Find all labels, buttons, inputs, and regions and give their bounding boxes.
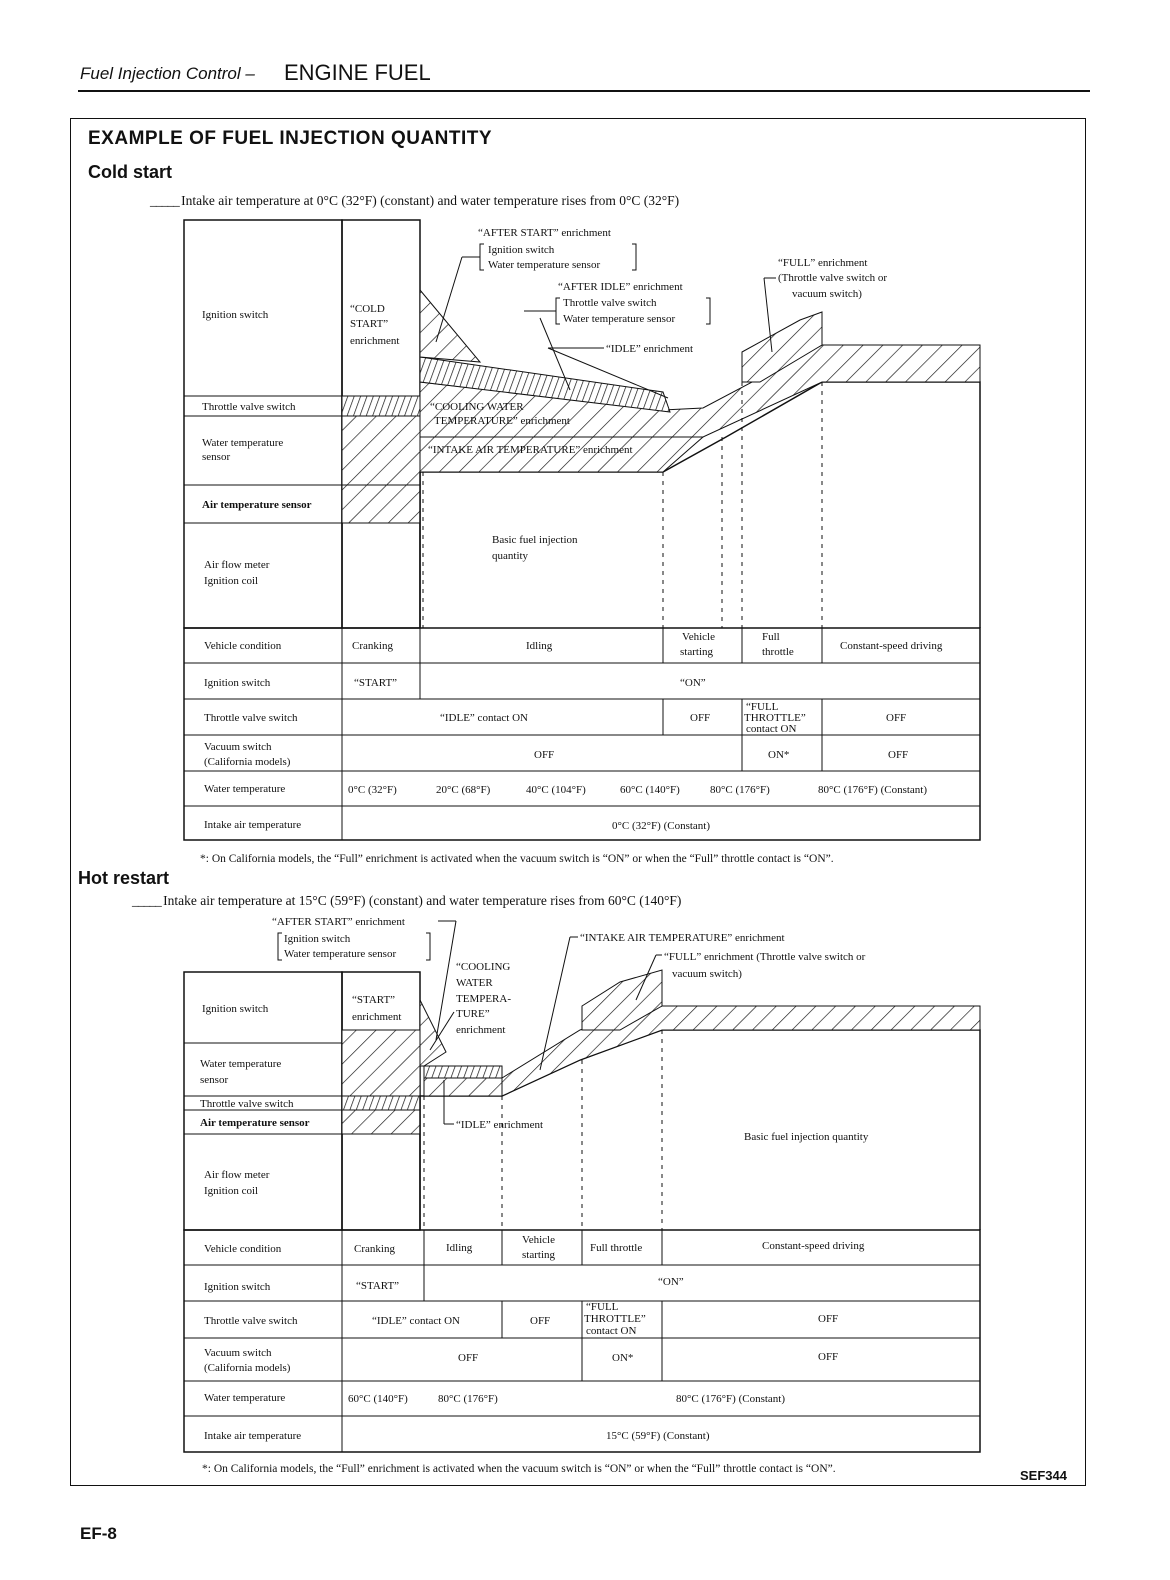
cold-start-condition: _____ Intake air temperature at 0°C (32°F) (constant) and water temperature rises from 0°C (32°F) xyxy=(150,193,679,209)
cold-afteridle-src-1: Throttle valve switch xyxy=(563,297,657,309)
hot-sensor-throttle: Throttle valve switch xyxy=(200,1098,294,1110)
cold-cooling-label-1: “COOLING WATER xyxy=(430,401,524,413)
figure-code: SEF344 xyxy=(1020,1468,1067,1483)
cold-footnote: *: On California models, the “Full” enrichment is activated when the vacuum switch is “ON” or when the “Full” throttle contact is “ON”. xyxy=(200,853,834,865)
cold-row-water: Water temperature xyxy=(204,783,286,795)
cold-water-hatch xyxy=(342,416,420,485)
hot-row-vehicle: Vehicle condition xyxy=(204,1243,282,1255)
cold-afterstart-src-1: Ignition switch xyxy=(488,244,555,256)
hot-cell-intake: 15°C (59°F) (Constant) xyxy=(606,1430,710,1442)
cold-cell-w80c: 80°C (176°F) (Constant) xyxy=(818,784,928,796)
cold-full-src-1: (Throttle valve switch or xyxy=(778,272,888,284)
hot-row-vacuum-1: Vacuum switch xyxy=(204,1347,272,1359)
hot-sensor-water: Water temperature xyxy=(200,1058,282,1070)
cold-afterstart-label: “AFTER START” enrichment xyxy=(478,227,611,239)
hot-row-throttle: Throttle valve switch xyxy=(204,1315,298,1327)
hot-cell-vac-off: OFF xyxy=(458,1352,479,1364)
hot-cooling-3: TEMPERA- xyxy=(456,993,511,1005)
cold-cell-vehicle: Vehicle xyxy=(682,631,715,643)
hot-throttle-hatch xyxy=(342,1096,420,1110)
cold-cell-tv-off-2: OFF xyxy=(886,712,907,724)
header-chapter: ENGINE FUEL xyxy=(284,60,431,85)
cold-cell-constant: Constant-speed driving xyxy=(840,640,943,652)
hot-sensor-airflow: Air flow meter xyxy=(204,1169,270,1181)
cold-afteridle-src-2: Water temperature sensor xyxy=(563,313,676,325)
cold-cell-vac-off-2: OFF xyxy=(888,749,909,761)
cold-full-src-2: vacuum switch) xyxy=(792,288,862,300)
hot-cell-full-1: “FULL xyxy=(586,1301,619,1313)
cold-row-vehicle: Vehicle condition xyxy=(204,640,282,652)
hot-idle-dense xyxy=(424,1066,502,1078)
hot-start-enr-2: enrichment xyxy=(352,1011,402,1023)
cold-cell-intake: 0°C (32°F) (Constant) xyxy=(612,820,711,832)
hot-start-enr-1: “START” xyxy=(352,994,396,1006)
cold-sensor-coil: Ignition coil xyxy=(204,575,259,587)
cold-sensor-airflow: Air flow meter xyxy=(204,559,270,571)
cold-cell-w80: 80°C (176°F) xyxy=(710,784,770,796)
cold-start-enr-2: START” xyxy=(350,318,389,330)
cold-sensor-throttle: Throttle valve switch xyxy=(202,401,296,413)
cold-afteridle-label: “AFTER IDLE” enrichment xyxy=(558,281,683,293)
cold-afterstart-wedge xyxy=(420,290,480,362)
hot-row-water: Water temperature xyxy=(204,1392,286,1404)
hot-cooling-band xyxy=(502,1006,980,1096)
cold-basic-label-1: Basic fuel injection xyxy=(492,534,578,546)
cold-sensor-water: Water temperature xyxy=(202,437,284,449)
hot-sensor-air-temp: Air temperature sensor xyxy=(200,1117,310,1129)
hot-afterstart-wedge xyxy=(420,1000,446,1066)
cold-table xyxy=(184,628,980,840)
cold-idle-label: “IDLE” enrichment xyxy=(606,343,694,355)
hot-cooling-5: enrichment xyxy=(456,1024,506,1036)
cold-cell-cranking: Cranking xyxy=(352,640,393,652)
hot-idle-label: “IDLE” enrichment xyxy=(456,1119,544,1131)
hot-cell-tv-off-2: OFF xyxy=(818,1313,839,1325)
hot-restart-condition: _____ Intake air temperature at 15°C (59°F) (constant) and water temperature rises from 60°C (140°F) xyxy=(132,893,681,909)
hot-footnote: *: On California models, the “Full” enrichment is activated when the vacuum switch is “ON” or when the “Full” throttle contact is “ON”. xyxy=(202,1463,836,1475)
hot-cell-w80: 80°C (176°F) xyxy=(438,1393,498,1405)
hot-afterstart-label: “AFTER START” enrichment xyxy=(272,916,405,928)
cold-intake-label: “INTAKE AIR TEMPERATURE” enrichment xyxy=(428,444,633,456)
cold-row-vacuum-1: Vacuum switch xyxy=(204,741,272,753)
hot-row-vacuum-2: (California models) xyxy=(204,1362,291,1374)
hot-full-src: vacuum switch) xyxy=(672,968,742,980)
cold-cell-w0: 0°C (32°F) xyxy=(348,784,397,796)
hot-cell-start: “START” xyxy=(356,1280,400,1292)
hot-row-ignition: Ignition switch xyxy=(204,1281,271,1293)
hot-sensor-ignition: Ignition switch xyxy=(202,1003,269,1015)
hot-cell-vac-off-2: OFF xyxy=(818,1351,839,1363)
hot-afterstart-src-2: Water temperature sensor xyxy=(284,948,397,960)
hot-cooling-2: WATER xyxy=(456,977,493,989)
cold-cell-full: Full xyxy=(762,631,780,643)
hot-cell-full: Full throttle xyxy=(590,1242,643,1254)
hot-sensor-water-2: sensor xyxy=(200,1074,229,1086)
cold-start-enr-1: “COLD xyxy=(350,303,385,315)
hot-airtemp-hatch xyxy=(342,1110,420,1134)
cold-cell-full-3: contact ON xyxy=(746,723,797,735)
cold-row-vacuum-2: (California models) xyxy=(204,756,291,768)
cold-cell-vac-off: OFF xyxy=(534,749,555,761)
hot-intake-label: “INTAKE AIR TEMPERATURE” enrichment xyxy=(580,932,785,944)
cold-basic-label-2: quantity xyxy=(492,550,529,562)
cold-diagram xyxy=(184,220,980,840)
hot-cell-vehicle: Vehicle xyxy=(522,1234,555,1246)
cold-cell-w40: 40°C (104°F) xyxy=(526,784,586,796)
hot-cooling-1: “COOLING xyxy=(456,961,511,973)
hot-afterstart-src-1: Ignition switch xyxy=(284,933,351,945)
hot-idle-block xyxy=(424,1078,502,1096)
hot-cell-idle-on: “IDLE” contact ON xyxy=(372,1315,460,1327)
hot-row-intake: Intake air temperature xyxy=(204,1430,302,1442)
hot-cell-full-3: contact ON xyxy=(586,1325,637,1337)
cold-afterstart-src-2: Water temperature sensor xyxy=(488,259,601,271)
cold-cell-idle-on: “IDLE” contact ON xyxy=(440,712,528,724)
figure-title: EXAMPLE OF FUEL INJECTION QUANTITY xyxy=(88,128,493,149)
cold-cell-on: “ON” xyxy=(680,677,706,689)
cold-cell-vac-on: ON* xyxy=(768,749,790,761)
page-number: EF-8 xyxy=(80,1524,117,1543)
hot-diagram xyxy=(184,916,980,1452)
hot-cell-w60: 60°C (140°F) xyxy=(348,1393,408,1405)
hot-cell-constant: Constant-speed driving xyxy=(762,1240,865,1252)
cold-sensor-ignition: Ignition switch xyxy=(202,309,269,321)
hot-cell-tv-off: OFF xyxy=(530,1315,551,1327)
hot-cell-full-2: THROTTLE” xyxy=(584,1313,646,1325)
cold-row-throttle: Throttle valve switch xyxy=(204,712,298,724)
cold-cell-start: “START” xyxy=(354,677,398,689)
cold-start-heading: Cold start xyxy=(88,162,173,182)
cold-row-ignition: Ignition switch xyxy=(204,677,271,689)
hot-basic-label: Basic fuel injection quantity xyxy=(744,1131,869,1143)
cold-sensor-water-2: sensor xyxy=(202,451,231,463)
cold-cell-starting: starting xyxy=(680,646,713,658)
cold-throttle-hatch xyxy=(342,396,420,416)
hot-cell-vac-on: ON* xyxy=(612,1352,634,1364)
hot-full-label: “FULL” enrichment (Throttle valve switch or xyxy=(664,951,866,963)
hot-cell-on: “ON” xyxy=(658,1276,684,1288)
cold-cell-full-1: “FULL xyxy=(746,701,779,713)
cold-cell-w20: 20°C (68°F) xyxy=(436,784,491,796)
cold-cell-idling: Idling xyxy=(526,640,553,652)
cold-cell-w60: 60°C (140°F) xyxy=(620,784,680,796)
cold-full-label: “FULL” enrichment xyxy=(778,257,868,269)
hot-cell-cranking: Cranking xyxy=(354,1243,395,1255)
hot-cell-starting: starting xyxy=(522,1249,555,1261)
hot-cooling-4: TURE” xyxy=(456,1008,490,1020)
header-section: Fuel Injection Control – xyxy=(80,64,255,83)
cold-cell-throttle: throttle xyxy=(762,646,794,658)
hot-sensor-coil: Ignition coil xyxy=(204,1185,259,1197)
cold-airtemp-hatch xyxy=(342,485,420,523)
cold-start-enr-3: enrichment xyxy=(350,335,400,347)
cold-sensor-air-temp: Air temperature sensor xyxy=(202,499,312,511)
hot-restart-heading: Hot restart xyxy=(78,868,170,888)
cold-cooling-label-2: TEMPERATURE” enrichment xyxy=(434,415,570,427)
hot-water-hatch xyxy=(342,1030,420,1096)
hot-cell-idling: Idling xyxy=(446,1242,473,1254)
cold-cell-tv-off: OFF xyxy=(690,712,711,724)
hot-cell-w80c: 80°C (176°F) (Constant) xyxy=(676,1393,786,1405)
cold-cell-full-2: THROTTLE” xyxy=(744,712,806,724)
cold-row-intake: Intake air temperature xyxy=(204,819,302,831)
